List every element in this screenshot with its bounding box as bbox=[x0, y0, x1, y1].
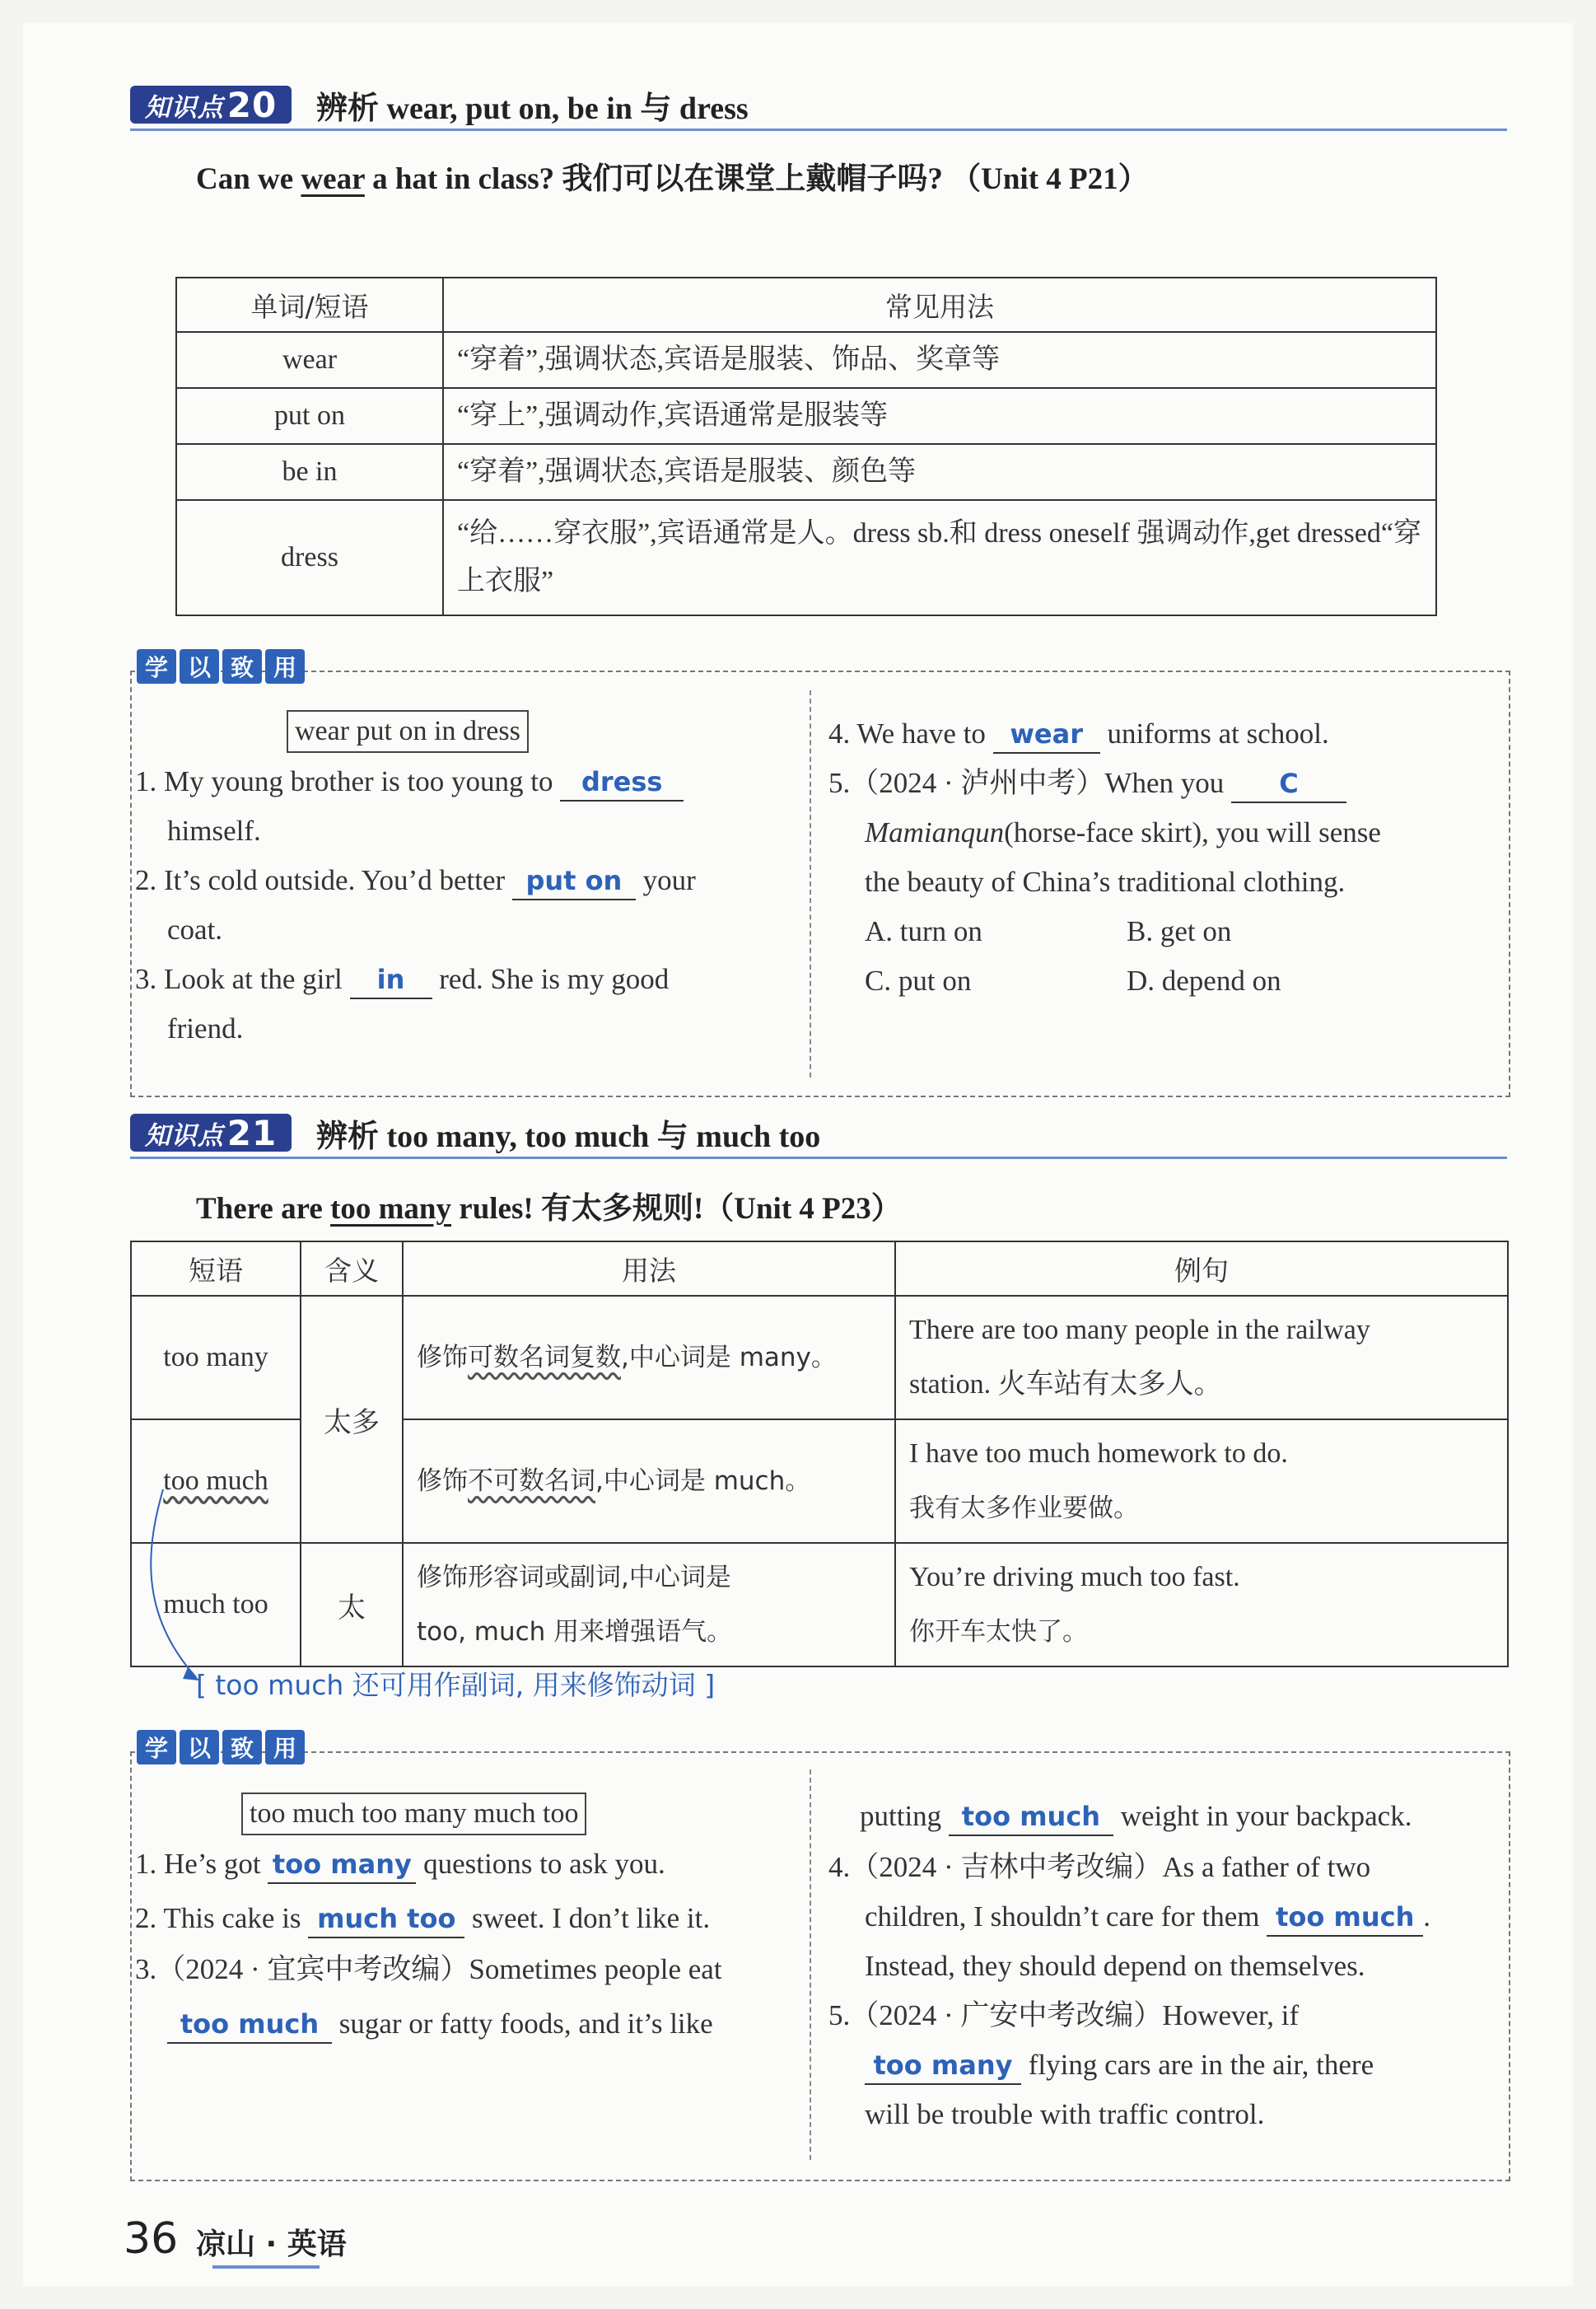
p1-q3-cont: friend. bbox=[167, 1012, 244, 1045]
p1-q2-cont: coat. bbox=[167, 914, 223, 946]
p2-q5: 5.（2024 · 广安中考改编）However, if bbox=[828, 1999, 1300, 2031]
book-title: 凉山 · 英语 bbox=[196, 2227, 347, 2261]
p1-q4-answer[interactable]: wear bbox=[993, 716, 1100, 754]
p2-q4-answer[interactable]: too much bbox=[1267, 1899, 1423, 1937]
kp20-usage: “给……穿衣服”,宾语通常是人。dress sb.和 dress oneself 强调动作,get dressed“穿上衣服” bbox=[443, 500, 1436, 615]
p2-q1-answer[interactable]: too many bbox=[268, 1846, 416, 1884]
kp20-badge: 知识点 20 bbox=[130, 86, 292, 124]
page-number: 36 bbox=[124, 2214, 179, 2264]
kp20-header bbox=[130, 84, 749, 125]
kp21-table bbox=[130, 1241, 1509, 1667]
kp20-word: put on bbox=[176, 388, 443, 444]
p1-q1-answer[interactable]: dress bbox=[560, 764, 684, 802]
page bbox=[23, 23, 1573, 2286]
p1-q4: 4. We have to wear uniforms at school. bbox=[828, 710, 1329, 758]
p2-q4-cont2: Instead, they should depend on themselves. bbox=[865, 1950, 1365, 1982]
kp21-th-meaning: 含义 bbox=[301, 1241, 403, 1296]
kp21-meaning: 太 bbox=[301, 1543, 403, 1666]
p1-q5-opt-d[interactable]: D. depend on bbox=[1127, 965, 1281, 997]
kp20-word: wear bbox=[176, 332, 443, 388]
p2-q3-answer2[interactable]: too much bbox=[949, 1798, 1113, 1836]
kp21-example: There are too many rules! 有太多规则!（Unit 4 P23） bbox=[196, 1192, 902, 1226]
kp21-rule bbox=[130, 1157, 1507, 1159]
kp20-word: be in bbox=[176, 444, 443, 500]
p2-q2: 2. This cake is much too sweet. I don’t like it. bbox=[135, 1895, 710, 1942]
kp20-example: Can we wear a hat in class? 我们可以在课堂上戴帽子吗? （Unit 4 P21） bbox=[196, 162, 1149, 196]
kp20-th-usage: 常见用法 bbox=[443, 278, 1436, 332]
p1-q3-answer[interactable]: in bbox=[350, 961, 432, 999]
kp21-usage: 修饰不可数名词,中心词是 much。 bbox=[403, 1419, 895, 1543]
p2-q3-cont: too much sugar or fatty foods, and it’s like bbox=[167, 2000, 713, 2048]
p1-q1-cont: himself. bbox=[167, 815, 261, 847]
practice1-divider bbox=[810, 690, 811, 1077]
kp21-header bbox=[130, 1112, 820, 1153]
practice2-wordbox: too much too many much too bbox=[241, 1793, 586, 1835]
kp21-th-usage: 用法 bbox=[403, 1241, 895, 1296]
kp21-note: [ too much 还可用作副词, 用来修饰动词 ] bbox=[196, 1669, 716, 1701]
kp21-phrase: too much bbox=[131, 1419, 301, 1543]
p2-q2-answer[interactable]: much too bbox=[308, 1900, 464, 1938]
note-arrow-icon bbox=[130, 1481, 229, 1695]
kp20-usage: “穿上”,强调动作,宾语通常是服装等 bbox=[443, 388, 1436, 444]
kp21-usage: 修饰形容词或副词,中心词是 too, much 用来增强语气。 bbox=[403, 1543, 895, 1666]
p1-q5-opt-b[interactable]: B. get on bbox=[1127, 915, 1232, 947]
p1-q5-opt-c[interactable]: C. put on bbox=[865, 965, 972, 997]
p1-q1: 1. My young brother is too young to dress bbox=[135, 758, 684, 806]
kp20-usage: “穿着”,强调状态,宾语是服装、饰品、奖章等 bbox=[443, 332, 1436, 388]
kp21-usage: 修饰可数名词复数,中心词是 many。 bbox=[403, 1296, 895, 1419]
kp21-title: 辨析 too many, too much 与 much too bbox=[316, 1119, 821, 1154]
kp21-example: There are too many people in the railway station. 火车站有太多人。 bbox=[895, 1296, 1508, 1419]
kp21-th-phrase: 短语 bbox=[131, 1241, 301, 1296]
p2-q5-cont: too many flying cars are in the air, there bbox=[865, 2041, 1374, 2089]
kp20-usage: “穿着”,强调状态,宾语是服装、颜色等 bbox=[443, 444, 1436, 500]
p2-q1: 1. He’s got too many questions to ask you. bbox=[135, 1840, 665, 1888]
kp21-example: I have too much homework to do. 我有太多作业要做。 bbox=[895, 1419, 1508, 1543]
p2-q3-cont2: putting too much weight in your backpack. bbox=[860, 1793, 1412, 1840]
kp20-rule bbox=[130, 129, 1507, 131]
p2-q5-answer[interactable]: too many bbox=[865, 2047, 1021, 2085]
kp20-table bbox=[175, 277, 1437, 616]
p1-q3: 3. Look at the girl in red. She is my good bbox=[135, 956, 669, 1003]
p1-q5-cont: Mamianqun(horse-face skirt), you will sense bbox=[865, 816, 1381, 848]
kp20-th-word: 单词/短语 bbox=[176, 278, 443, 332]
p1-q2: 2. It’s cold outside. You’d better put on your bbox=[135, 857, 696, 904]
p2-q4: 4.（2024 · 吉林中考改编）As a father of two bbox=[828, 1851, 1371, 1883]
practice2-label: 学 以 致 用 bbox=[137, 1730, 305, 1764]
p1-q5-answer[interactable]: C bbox=[1231, 765, 1346, 803]
kp21-phrase: too many bbox=[131, 1296, 301, 1419]
p1-q5: 5.（2024 · 泸州中考）When you C bbox=[828, 760, 1346, 807]
kp21-meaning: 太多 bbox=[301, 1296, 403, 1543]
kp21-phrase: much too bbox=[131, 1543, 301, 1666]
footer-rule bbox=[212, 2265, 320, 2269]
p1-q5-cont2: the beauty of China’s traditional clothing. bbox=[865, 866, 1346, 898]
kp20-title: 辨析 wear, put on, be in 与 dress bbox=[316, 91, 749, 126]
practice1-wordbox: wear put on in dress bbox=[287, 710, 529, 753]
practice1-label: 学 以 致 用 bbox=[137, 649, 305, 684]
practice2-divider bbox=[810, 1769, 811, 2160]
kp20-word: dress bbox=[176, 500, 443, 615]
p2-q3-answer[interactable]: too much bbox=[167, 2006, 332, 2044]
p1-q5-opt-a[interactable]: A. turn on bbox=[865, 915, 982, 947]
p2-q4-cont: children, I shouldn’t care for them too much . bbox=[865, 1893, 1430, 1941]
p2-q3: 3.（2024 · 宜宾中考改编）Sometimes people eat bbox=[135, 1953, 722, 1985]
kp21-th-example: 例句 bbox=[895, 1241, 1508, 1296]
p2-q5-cont2: will be trouble with traffic control. bbox=[865, 2098, 1265, 2130]
p1-q2-answer[interactable]: put on bbox=[512, 862, 636, 900]
kp21-badge: 知识点 21 bbox=[130, 1114, 292, 1152]
kp21-example: You’re driving much too fast. 你开车太快了。 bbox=[895, 1543, 1508, 1666]
